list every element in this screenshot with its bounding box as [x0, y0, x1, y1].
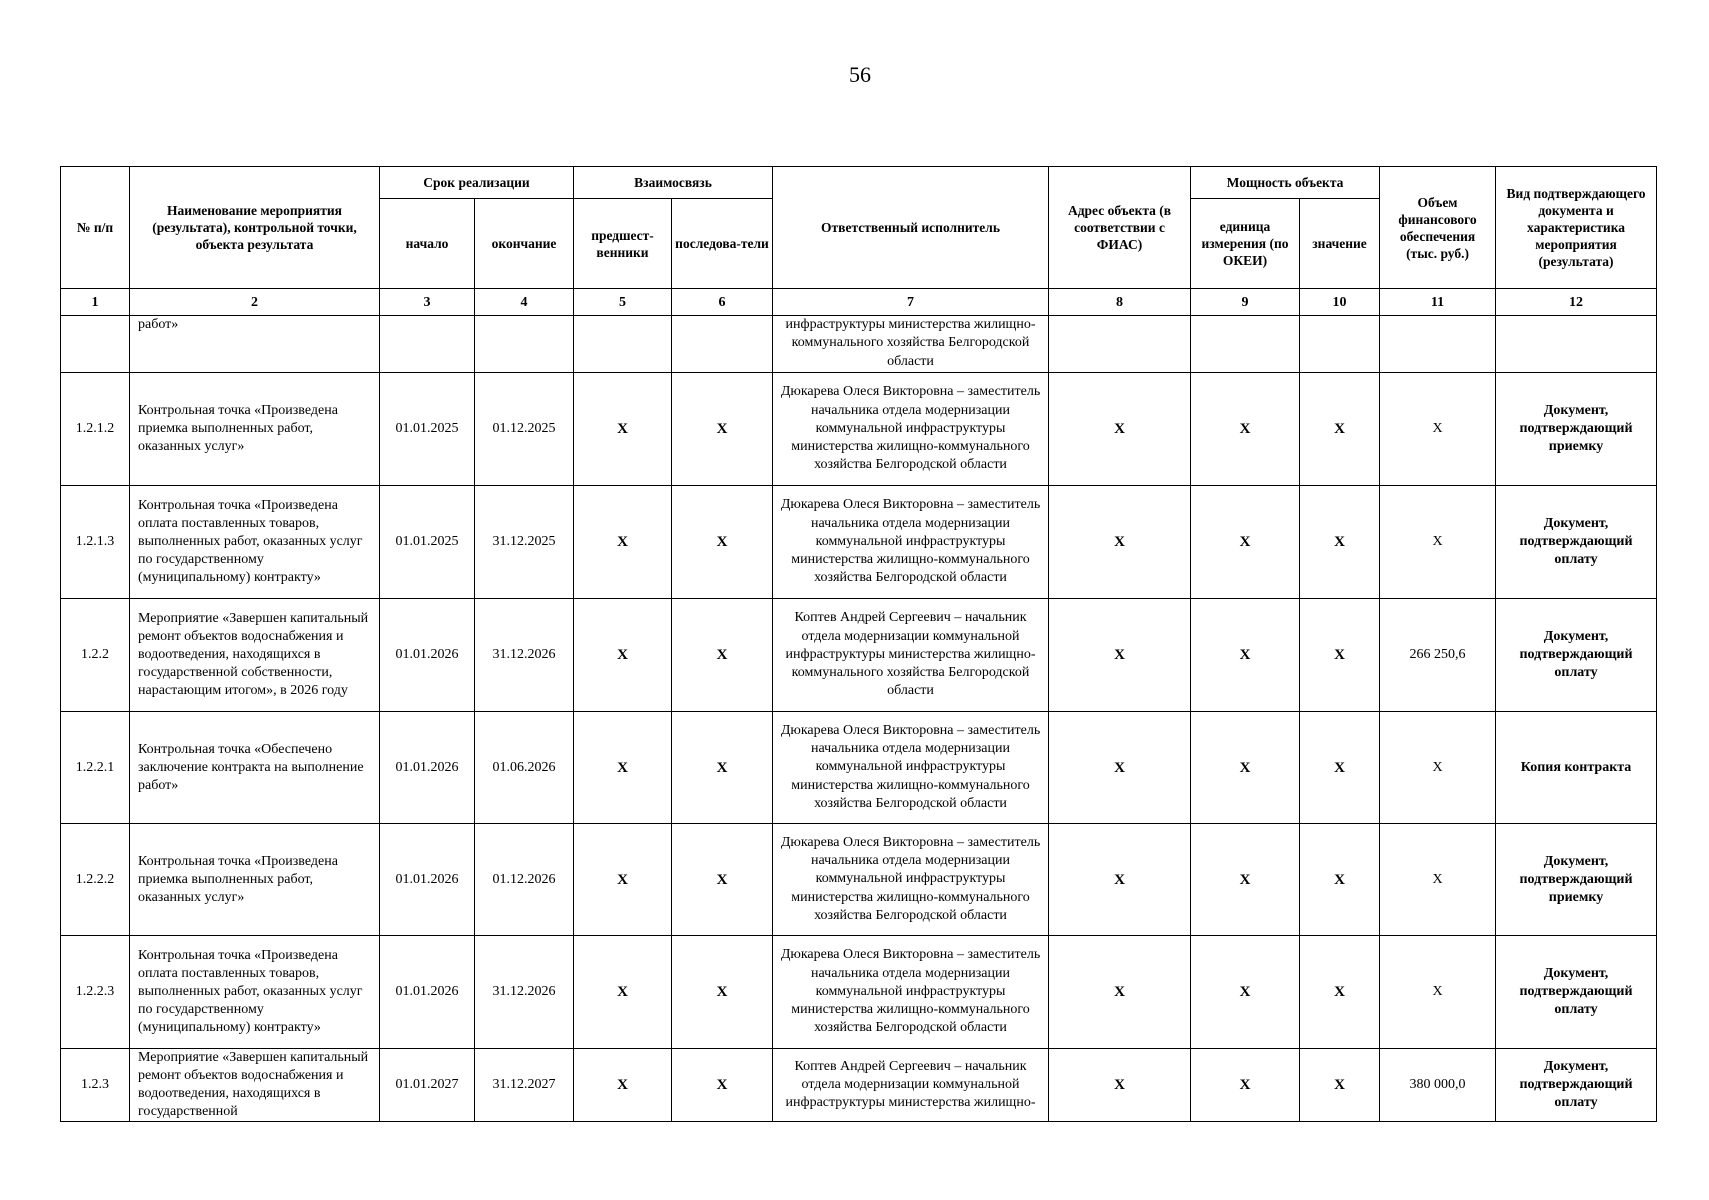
capacity-value: Х [1300, 1049, 1380, 1122]
successors: Х [672, 599, 773, 712]
activity-name: Контрольная точка «Произведена приемка выполненных работ, оказанных услуг» [130, 824, 380, 936]
responsible-executor: инфраструктуры министерства жилищно-коммунального хозяйства Белгородской области [773, 316, 1049, 373]
end-date: 31.12.2026 [475, 936, 574, 1049]
finance-volume: 266 250,6 [1380, 599, 1496, 712]
table-row [61, 486, 1657, 599]
responsible-executor: Дюкарева Олеся Викторовна – заместитель начальника отдела модернизации коммунальной инфраструктуры министерства жилищно-коммунального хозяйства Белгородской области [773, 486, 1049, 599]
document-type: Копия контракта [1496, 712, 1657, 824]
finance-volume: Х [1380, 824, 1496, 936]
header-address: Адрес объекта (в соответствии с ФИАС) [1049, 167, 1191, 289]
end-date: 31.12.2025 [475, 486, 574, 599]
table-row [61, 936, 1657, 1049]
predecessors [574, 316, 672, 373]
row-number: 1.2.2 [61, 599, 130, 712]
column-number: 2 [130, 289, 380, 316]
activities-table [60, 166, 1657, 1122]
activity-name: Мероприятие «Завершен капитальный ремонт объектов водоснабжения и водоотведения, находящихся в государственной собственности, нарастающим итогом», в 2026 году [130, 599, 380, 712]
row-number [61, 316, 130, 373]
unit-of-measure: Х [1191, 1049, 1300, 1122]
finance-volume: 380 000,0 [1380, 1049, 1496, 1122]
finance-volume: Х [1380, 712, 1496, 824]
finance-volume [1380, 316, 1496, 373]
table-body [61, 316, 1657, 1122]
column-number: 8 [1049, 289, 1191, 316]
table-row [61, 712, 1657, 824]
start-date: 01.01.2027 [380, 1049, 475, 1122]
start-date: 01.01.2026 [380, 712, 475, 824]
start-date: 01.01.2025 [380, 373, 475, 486]
start-date: 01.01.2026 [380, 599, 475, 712]
table-row [61, 373, 1657, 486]
header-next: последова-тели [672, 199, 773, 289]
document-type: Документ, подтверждающий оплату [1496, 599, 1657, 712]
end-date: 01.12.2026 [475, 824, 574, 936]
finance-volume: Х [1380, 936, 1496, 1049]
document-type [1496, 316, 1657, 373]
object-address: Х [1049, 373, 1191, 486]
page-number: 56 [849, 62, 871, 87]
table-row [61, 1049, 1657, 1122]
row-number: 1.2.1.3 [61, 486, 130, 599]
capacity-value: Х [1300, 712, 1380, 824]
column-number: 9 [1191, 289, 1300, 316]
header-prev: предшест-венники [574, 199, 672, 289]
activity-name: Контрольная точка «Произведена оплата поставленных товаров, выполненных работ, оказанных услуг по государственному (муниципальному) контракту» [130, 936, 380, 1049]
header-period: Срок реализации [380, 167, 574, 199]
activity-name: Мероприятие «Завершен капитальный ремонт объектов водоснабжения и водоотведения, находящихся в государственной [130, 1049, 380, 1122]
end-date: 01.06.2026 [475, 712, 574, 824]
document-type: Документ, подтверждающий оплату [1496, 486, 1657, 599]
capacity-value: Х [1300, 373, 1380, 486]
predecessors: Х [574, 599, 672, 712]
object-address: Х [1049, 712, 1191, 824]
unit-of-measure: Х [1191, 599, 1300, 712]
column-number: 1 [61, 289, 130, 316]
predecessors: Х [574, 373, 672, 486]
successors: Х [672, 373, 773, 486]
column-number: 5 [574, 289, 672, 316]
finance-volume: Х [1380, 486, 1496, 599]
start-date: 01.01.2025 [380, 486, 475, 599]
row-number: 1.2.2.1 [61, 712, 130, 824]
unit-of-measure [1191, 316, 1300, 373]
document-type: Документ, подтверждающий приемку [1496, 373, 1657, 486]
column-number: 4 [475, 289, 574, 316]
capacity-value: Х [1300, 599, 1380, 712]
document-type: Документ, подтверждающий приемку [1496, 824, 1657, 936]
responsible-executor: Дюкарева Олеся Викторовна – заместитель начальника отдела модернизации коммунальной инфраструктуры министерства жилищно-коммунального хозяйства Белгородской области [773, 712, 1049, 824]
predecessors: Х [574, 712, 672, 824]
responsible-executor: Коптев Андрей Сергеевич – начальник отдела модернизации коммунальной инфраструктуры министерства жилищно-коммунального хозяйства Белгородской области [773, 599, 1049, 712]
responsible-executor: Дюкарева Олеся Викторовна – заместитель начальника отдела модернизации коммунальной инфраструктуры министерства жилищно-коммунального хозяйства Белгородской области [773, 936, 1049, 1049]
capacity-value [1300, 316, 1380, 373]
activity-name: Контрольная точка «Произведена оплата поставленных товаров, выполненных работ, оказанных услуг по государственному (муниципальному) контракту» [130, 486, 380, 599]
row-number: 1.2.1.2 [61, 373, 130, 486]
successors: Х [672, 712, 773, 824]
object-address: Х [1049, 936, 1191, 1049]
capacity-value: Х [1300, 824, 1380, 936]
end-date: 31.12.2026 [475, 599, 574, 712]
column-number: 10 [1300, 289, 1380, 316]
header-value: значение [1300, 199, 1380, 289]
table-row [61, 824, 1657, 936]
column-number: 12 [1496, 289, 1657, 316]
finance-volume: Х [1380, 373, 1496, 486]
header-num: № п/п [61, 167, 130, 289]
row-number: 1.2.2.2 [61, 824, 130, 936]
unit-of-measure: Х [1191, 712, 1300, 824]
header-unit: единица измерения (по ОКЕИ) [1191, 199, 1300, 289]
start-date: 01.01.2026 [380, 824, 475, 936]
end-date [475, 316, 574, 373]
unit-of-measure: Х [1191, 486, 1300, 599]
object-address: Х [1049, 486, 1191, 599]
unit-of-measure: Х [1191, 824, 1300, 936]
table-row [61, 316, 1657, 373]
table-row [61, 599, 1657, 712]
header-end: окончание [475, 199, 574, 289]
responsible-executor: Дюкарева Олеся Викторовна – заместитель начальника отдела модернизации коммунальной инфраструктуры министерства жилищно-коммунального хозяйства Белгородской области [773, 373, 1049, 486]
column-number: 11 [1380, 289, 1496, 316]
responsible-executor: Дюкарева Олеся Викторовна – заместитель начальника отдела модернизации коммунальной инфраструктуры министерства жилищно-коммунального хозяйства Белгородской области [773, 824, 1049, 936]
successors: Х [672, 936, 773, 1049]
row-number: 1.2.2.3 [61, 936, 130, 1049]
document-type: Документ, подтверждающий оплату [1496, 1049, 1657, 1122]
capacity-value: Х [1300, 936, 1380, 1049]
header-doc: Вид подтверждающего документа и характеристика мероприятия (результата) [1496, 167, 1657, 289]
unit-of-measure: Х [1191, 373, 1300, 486]
column-number: 7 [773, 289, 1049, 316]
header-finance: Объем финансового обеспечения (тыс. руб.) [1380, 167, 1496, 289]
column-number: 6 [672, 289, 773, 316]
successors: Х [672, 486, 773, 599]
row-number: 1.2.3 [61, 1049, 130, 1122]
predecessors: Х [574, 824, 672, 936]
activity-name: Контрольная точка «Произведена приемка выполненных работ, оказанных услуг» [130, 373, 380, 486]
document-type: Документ, подтверждающий оплату [1496, 936, 1657, 1049]
responsible-executor: Коптев Андрей Сергеевич – начальник отдела модернизации коммунальной инфраструктуры министерства жилищно- [773, 1049, 1049, 1122]
object-address: Х [1049, 824, 1191, 936]
predecessors: Х [574, 1049, 672, 1122]
activity-name: Контрольная точка «Обеспечено заключение контракта на выполнение работ» [130, 712, 380, 824]
object-address [1049, 316, 1191, 373]
predecessors: Х [574, 486, 672, 599]
header-start: начало [380, 199, 475, 289]
unit-of-measure: Х [1191, 936, 1300, 1049]
successors [672, 316, 773, 373]
column-number: 3 [380, 289, 475, 316]
successors: Х [672, 824, 773, 936]
successors: Х [672, 1049, 773, 1122]
header-name: Наименование мероприятия (результата), контрольной точки, объекта результата [130, 167, 380, 289]
object-address: Х [1049, 1049, 1191, 1122]
end-date: 31.12.2027 [475, 1049, 574, 1122]
capacity-value: Х [1300, 486, 1380, 599]
predecessors: Х [574, 936, 672, 1049]
object-address: Х [1049, 599, 1191, 712]
start-date [380, 316, 475, 373]
activity-name: работ» [130, 316, 380, 373]
header-executor: Ответственный исполнитель [773, 167, 1049, 289]
header-link: Взаимосвязь [574, 167, 773, 199]
header-capacity: Мощность объекта [1191, 167, 1380, 199]
start-date: 01.01.2026 [380, 936, 475, 1049]
end-date: 01.12.2025 [475, 373, 574, 486]
